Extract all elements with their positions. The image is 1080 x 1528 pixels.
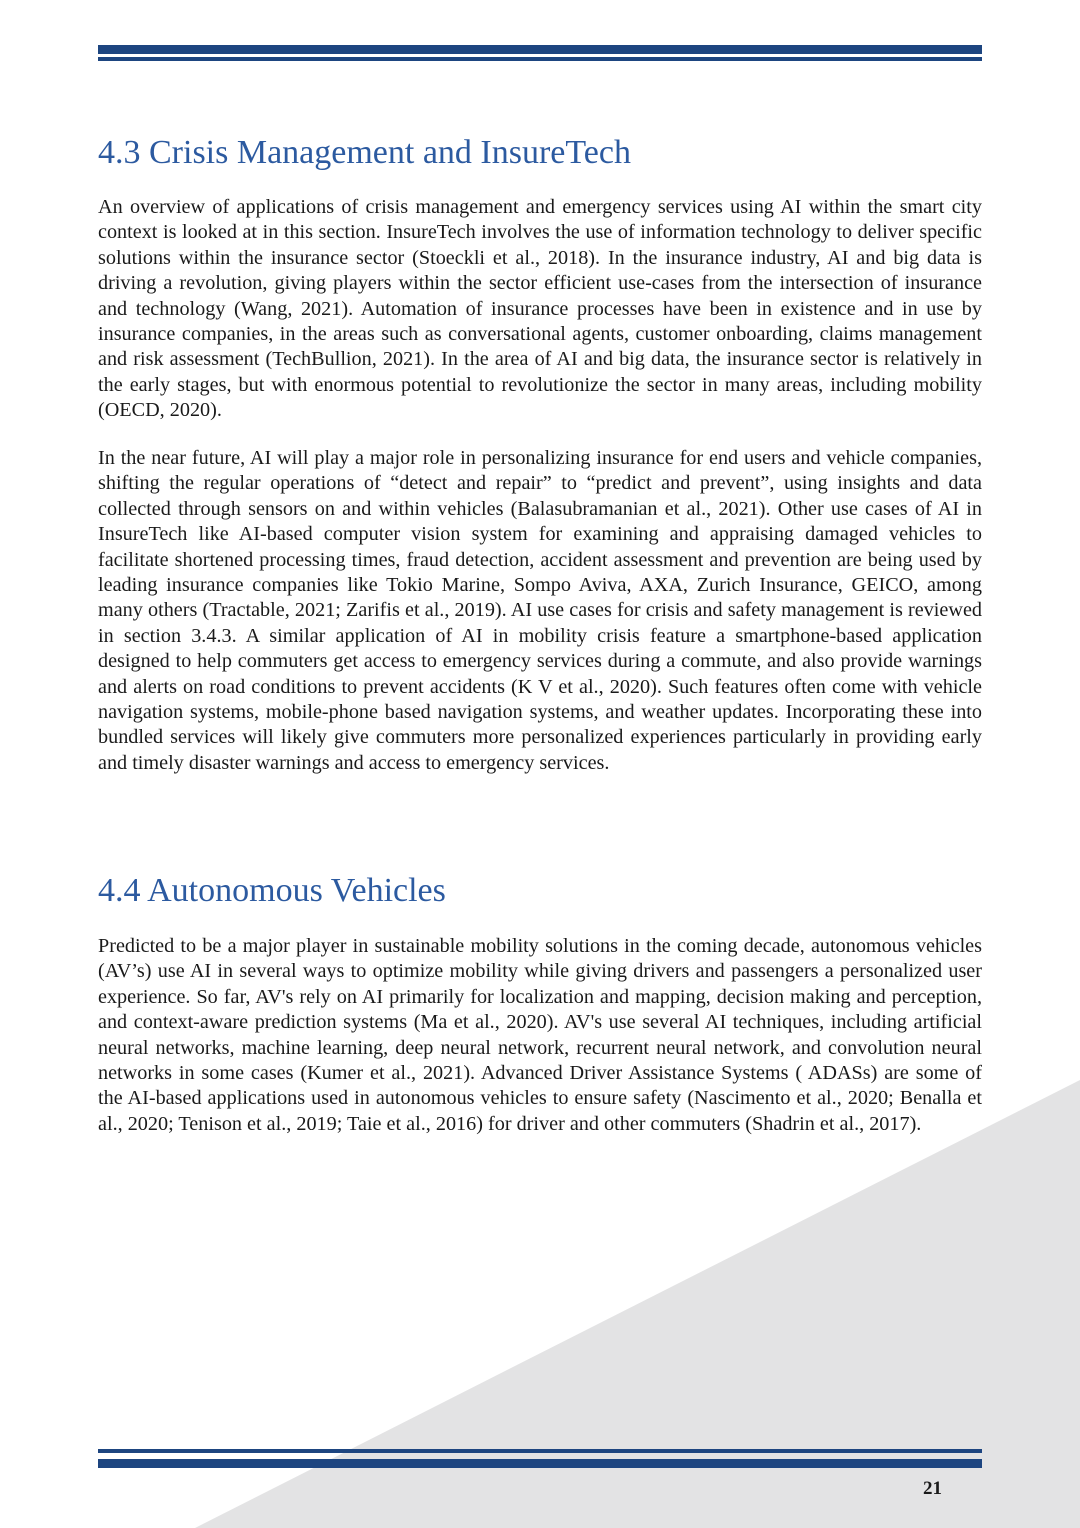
section-heading-4-4: 4.4 Autonomous Vehicles xyxy=(98,872,446,909)
section-4-4-paragraph-1: Predicted to be a major player in sustainable mobility solutions in the coming decade, autonomous vehicles (AV’s) use AI in several ways to optimize mobility while giving drivers and passengers a personalized user experience. So far, AV's rely on AI primarily for localization and mapping, decision making and perception, and context-aware prediction systems (Ma et al., 2020). AV's use several AI techniques, including artificial neural networks, machine learning, deep neural network, recurrent neural network, and convolution neural networks in some cases (Kumer et al., 2021). Advanced Driver Assistance Systems ( ADASs) are some of the AI-based applications used in autonomous vehicles to ensure safety (Nascimento et al., 2020; Benalla et al., 2020; Tenison et al., 2019; Taie et al., 2016) for driver and other commuters (Shadrin et al., 2017). xyxy=(98,935,982,1135)
header-rule-thick xyxy=(98,45,982,54)
section-heading-4-3: 4.3 Crisis Management and InsureTech xyxy=(98,134,631,171)
header-rule-thin xyxy=(98,57,982,61)
footer-rule-thick xyxy=(98,1459,982,1468)
footer-rule-thin xyxy=(98,1449,982,1453)
page-number: 21 xyxy=(923,1478,942,1499)
section-4-3-paragraph-2: In the near future, AI will play a major role in personalizing insurance for end users and vehicle companies, shifting the regular operations of “detect and repair” to “predict and prevent”, using insights and data collected through sensors on and within vehicles (Balasubramanian et al., 2021). Other use cases of AI in InsureTech like AI-based computer vision system for examining and appraising damaged vehicles to facilitate shortened processing times, fraud detection, accident assessment and prevention are being used by leading insurance companies like Tokio Marine, Sompo Aviva, AXA, Zurich Insurance, GEICO, among many others (Tractable, 2021; Zarifis et al., 2019). AI use cases for crisis and safety management is reviewed in section 3.4.3. A similar application of AI in mobility crisis feature a smartphone-based application designed to help commuters get access to emergency services during a commute, and also provide warnings and alerts on road conditions to prevent accidents (K V et al., 2020). Such features often come with vehicle navigation systems, mobile-phone based navigation systems, and weather updates. Incorporating these into bundled services will likely give commuters more personalized experiences particularly in providing early and timely disaster warnings and access to emergency services. xyxy=(98,447,982,774)
section-4-3-paragraph-1: An overview of applications of crisis management and emergency services using AI within the smart city context is looked at in this section. InsureTech involves the use of information technology to deliver specific solutions within the insurance sector (Stoeckli et al., 2018). In the insurance industry, AI and big data is driving a revolution, giving players within the sector efficient use-cases from the intersection of insurance and technology (Wang, 2021). Automation of insurance processes have been in existence and in use by insurance companies, in the areas such as conversational agents, customer onboarding, claims management and risk assessment (TechBullion, 2021). In the area of AI and big data, the insurance sector is relatively in the early stages, but with enormous potential to revolutionize the sector in many areas, including mobility (OECD, 2020). xyxy=(98,196,982,422)
